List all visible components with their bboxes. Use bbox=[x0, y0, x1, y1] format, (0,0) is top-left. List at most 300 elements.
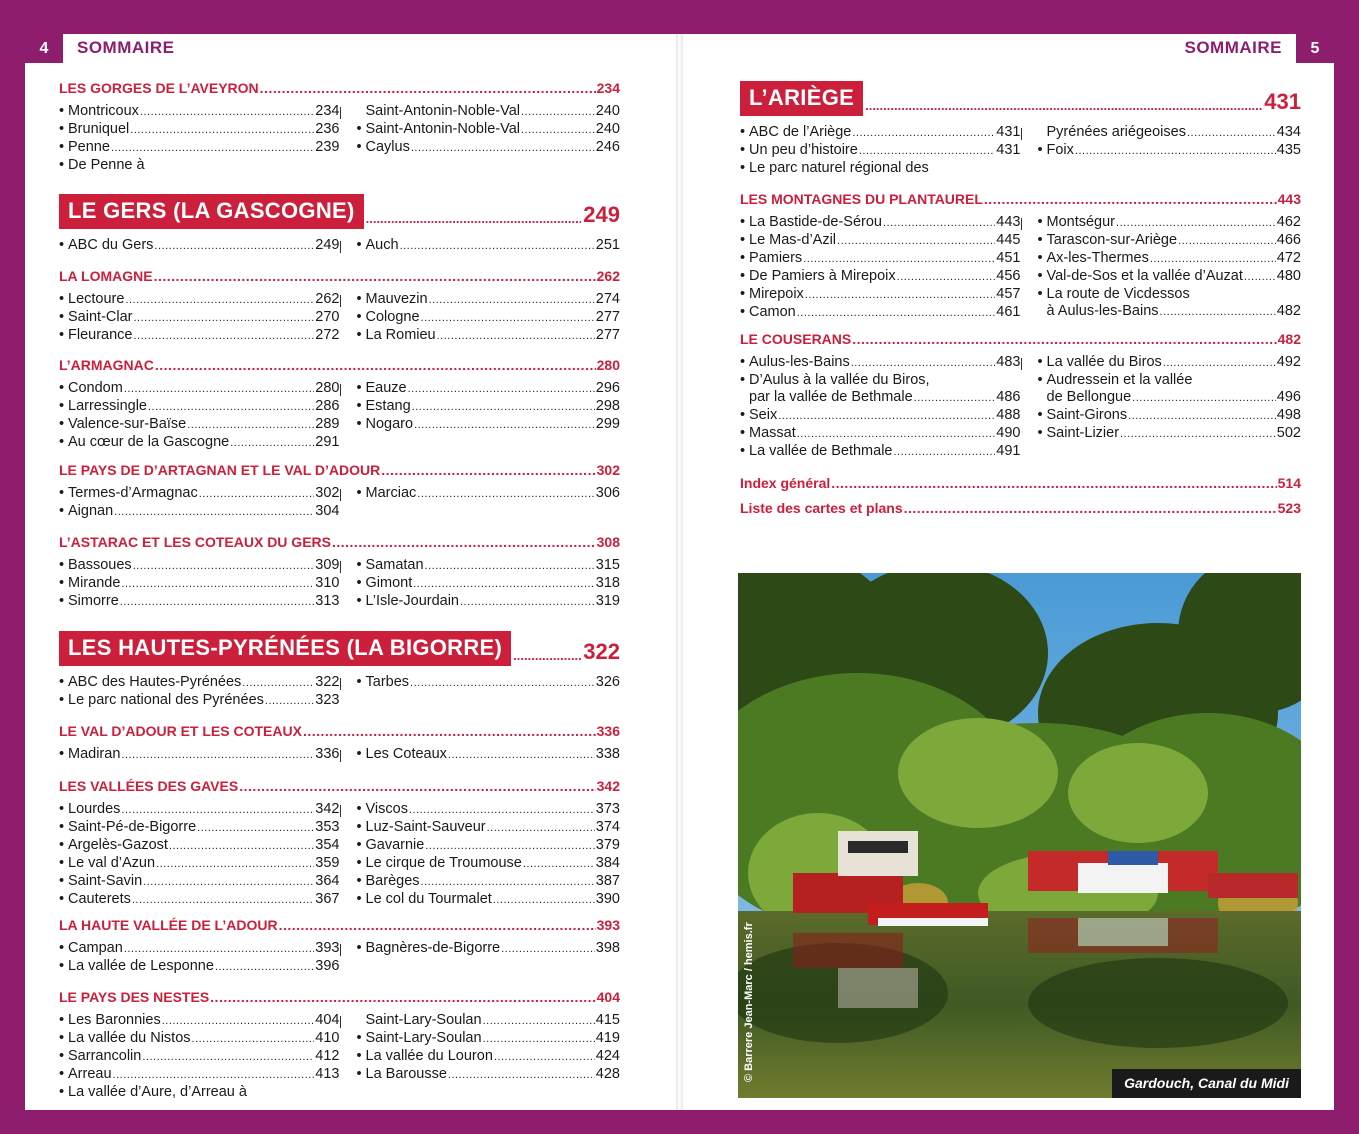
toc-entry[interactable] bbox=[740, 389, 1021, 407]
bullet: • bbox=[1037, 354, 1043, 370]
dot-leader bbox=[1128, 408, 1276, 425]
toc-entry[interactable] bbox=[357, 380, 621, 398]
dot-leader bbox=[303, 723, 596, 740]
toc-entry[interactable] bbox=[59, 692, 340, 710]
entry-page: 398 bbox=[595, 940, 620, 956]
toc-entry[interactable] bbox=[59, 1066, 340, 1084]
entry-label: Valence-sur-Baïse bbox=[68, 416, 187, 432]
toc-entry[interactable] bbox=[357, 485, 621, 503]
dot-leader bbox=[156, 856, 314, 873]
column-separator bbox=[340, 944, 341, 956]
dot-leader bbox=[1187, 125, 1276, 142]
page-ref: 404 bbox=[596, 989, 620, 1005]
toc-entry[interactable] bbox=[740, 214, 1021, 232]
entry-page: 472 bbox=[1276, 250, 1301, 266]
entry-label: Saint-Savin bbox=[68, 873, 143, 889]
section-block bbox=[59, 80, 620, 174]
entry-label: Saint-Antonin-Noble-Val bbox=[365, 121, 520, 137]
entry-page: 353 bbox=[315, 819, 340, 835]
dot-leader bbox=[124, 381, 314, 398]
entry-label: Un peu d’histoire bbox=[749, 142, 858, 158]
dot-leader bbox=[154, 268, 596, 285]
region-heading[interactable] bbox=[740, 81, 1301, 116]
entry-page: 315 bbox=[595, 557, 620, 573]
dot-leader bbox=[521, 104, 595, 121]
toc-entry[interactable] bbox=[357, 674, 621, 692]
entry-column bbox=[340, 291, 621, 345]
entry-label: La Barousse bbox=[365, 1066, 447, 1082]
entry-column bbox=[340, 1012, 621, 1101]
toc-entry[interactable] bbox=[59, 139, 340, 157]
entry-page: 498 bbox=[1276, 407, 1301, 423]
section-title: LE COUSERANS bbox=[740, 331, 852, 347]
dot-leader bbox=[521, 122, 595, 139]
dot-leader bbox=[460, 594, 595, 611]
entry-label: Cologne bbox=[365, 309, 420, 325]
section-heading[interactable] bbox=[59, 80, 620, 97]
toc-entry[interactable] bbox=[59, 873, 340, 891]
entry-label: Les Coteaux bbox=[365, 746, 447, 762]
dot-leader bbox=[260, 80, 596, 97]
entry-page: 428 bbox=[595, 1066, 620, 1082]
bullet: • bbox=[356, 121, 362, 137]
section-heading[interactable] bbox=[59, 723, 620, 740]
entry-page: 359 bbox=[315, 855, 340, 871]
entry-page: 270 bbox=[315, 309, 340, 325]
entry-page: 384 bbox=[595, 855, 620, 871]
dot-leader bbox=[239, 778, 595, 795]
entry-column bbox=[1021, 214, 1302, 322]
toc-entry[interactable] bbox=[357, 398, 621, 416]
toc-entry[interactable] bbox=[357, 139, 621, 157]
toc-entry[interactable] bbox=[740, 268, 1021, 286]
column-separator bbox=[340, 384, 341, 396]
dot-leader bbox=[984, 191, 1277, 208]
toc-entry[interactable] bbox=[59, 103, 340, 121]
toc-entry[interactable] bbox=[59, 855, 340, 873]
bullet: • bbox=[59, 873, 65, 889]
column-separator bbox=[340, 678, 341, 690]
dot-leader bbox=[523, 856, 595, 873]
section-title: Liste des cartes et plans bbox=[740, 500, 903, 516]
region-heading[interactable] bbox=[59, 631, 620, 666]
section-heading[interactable] bbox=[740, 475, 1301, 492]
entry-label: Estang bbox=[365, 398, 411, 414]
entry-page: 482 bbox=[1276, 303, 1301, 319]
entry-page: 393 bbox=[315, 940, 340, 956]
entry-list bbox=[59, 557, 620, 611]
section-heading[interactable] bbox=[59, 917, 620, 934]
toc-entry[interactable] bbox=[357, 121, 621, 139]
entry-label: Luz-Saint-Sauveur bbox=[365, 819, 486, 835]
bullet: • bbox=[1037, 250, 1043, 266]
entry-page: 298 bbox=[595, 398, 620, 414]
page-ref: 262 bbox=[596, 268, 620, 284]
entry-column bbox=[340, 380, 621, 452]
toc-entry[interactable] bbox=[1038, 142, 1302, 160]
bullet: • bbox=[356, 891, 362, 907]
entry-label: Fleurance bbox=[68, 327, 133, 343]
bullet: • bbox=[59, 746, 65, 762]
entry-label: Massat bbox=[749, 425, 796, 441]
toc-entry[interactable] bbox=[1038, 372, 1302, 389]
bullet: • bbox=[356, 940, 362, 956]
toc-entry[interactable] bbox=[357, 1030, 621, 1048]
toc-entry[interactable] bbox=[59, 157, 340, 174]
entry-page: 319 bbox=[595, 593, 620, 609]
entry-page: 480 bbox=[1276, 268, 1301, 284]
toc-entry[interactable] bbox=[59, 940, 340, 958]
dot-leader bbox=[265, 693, 314, 710]
dot-leader bbox=[162, 1013, 315, 1030]
section-block bbox=[59, 462, 620, 521]
dot-leader bbox=[494, 1049, 595, 1066]
region-block bbox=[59, 194, 620, 255]
toc-entry[interactable] bbox=[357, 801, 621, 819]
entry-page: 296 bbox=[595, 380, 620, 396]
bullet: • bbox=[740, 304, 746, 320]
dot-leader bbox=[124, 941, 314, 958]
entry-page: 280 bbox=[315, 380, 340, 396]
dot-leader bbox=[133, 558, 315, 575]
toc-entry[interactable] bbox=[59, 434, 340, 452]
entry-label: La Romieu bbox=[365, 327, 436, 343]
bullet: • bbox=[740, 214, 746, 230]
entry-label: Val-de-Sos et la vallée d’Auzat bbox=[1046, 268, 1243, 284]
toc-entry[interactable] bbox=[357, 746, 621, 764]
entry-label: ABC du Gers bbox=[68, 237, 154, 253]
toc-entry[interactable] bbox=[1038, 425, 1302, 443]
section-title: LE PAYS DE D’ARTAGNAN ET LE VAL D’ADOUR bbox=[59, 462, 381, 478]
toc-entry[interactable] bbox=[1038, 354, 1302, 372]
entry-label: Saint-Lary-Soulan bbox=[365, 1030, 482, 1046]
entry-page: 413 bbox=[315, 1066, 340, 1082]
entry-label: Saint-Lizier bbox=[1046, 425, 1120, 441]
entry-list bbox=[59, 291, 620, 345]
section-block bbox=[740, 500, 1301, 517]
bullet: • bbox=[356, 1030, 362, 1046]
toc-entry[interactable] bbox=[1038, 232, 1302, 250]
section-heading[interactable] bbox=[740, 500, 1301, 517]
entry-page: 240 bbox=[595, 103, 620, 119]
entry-page: 415 bbox=[595, 1012, 620, 1028]
toc-entry[interactable] bbox=[740, 286, 1021, 304]
dot-leader bbox=[192, 1031, 315, 1048]
entry-label: Termes-d’Armagnac bbox=[68, 485, 198, 501]
toc-entry[interactable] bbox=[740, 160, 1021, 177]
entry-page: 410 bbox=[315, 1030, 340, 1046]
toc-entry[interactable] bbox=[357, 819, 621, 837]
dot-leader bbox=[501, 941, 595, 958]
section-heading[interactable] bbox=[740, 331, 1301, 348]
dot-leader bbox=[187, 417, 314, 434]
entry-label: Sarrancolin bbox=[68, 1048, 142, 1064]
entry-page: 240 bbox=[595, 121, 620, 137]
toc-entry[interactable] bbox=[59, 801, 340, 819]
bullet: • bbox=[356, 139, 362, 155]
canal-photo bbox=[738, 573, 1301, 1098]
section-block bbox=[59, 723, 620, 764]
toc-entry[interactable] bbox=[1038, 286, 1302, 303]
entry-label: Tarbes bbox=[365, 674, 410, 690]
toc-entry[interactable] bbox=[740, 250, 1021, 268]
toc-entry[interactable] bbox=[59, 291, 340, 309]
toc-entry[interactable] bbox=[59, 837, 340, 855]
section-heading[interactable] bbox=[59, 357, 620, 374]
toc-entry[interactable] bbox=[59, 416, 340, 434]
section-heading[interactable] bbox=[740, 191, 1301, 208]
toc-entry[interactable] bbox=[1038, 124, 1302, 142]
dot-leader bbox=[797, 305, 996, 322]
entry-label: Auch bbox=[365, 237, 399, 253]
toc-entry[interactable] bbox=[357, 1012, 621, 1030]
page-number: 4 bbox=[25, 34, 63, 63]
page-number: 5 bbox=[1296, 34, 1334, 63]
page-ref: 234 bbox=[596, 80, 620, 96]
page-ref: 482 bbox=[1277, 331, 1301, 347]
entry-label: Samatan bbox=[365, 557, 424, 573]
column-separator bbox=[1021, 218, 1022, 230]
toc-entry[interactable] bbox=[357, 940, 621, 958]
toc-entry[interactable] bbox=[357, 416, 621, 434]
entry-page: 338 bbox=[595, 746, 620, 762]
region-title: LES HAUTES-PYRÉNÉES (LA BIGORRE) bbox=[59, 631, 511, 666]
bullet: • bbox=[59, 1030, 65, 1046]
toc-entry[interactable] bbox=[357, 593, 621, 611]
dot-leader bbox=[381, 462, 595, 479]
entry-page: 431 bbox=[996, 124, 1021, 140]
page-gutter bbox=[676, 34, 683, 1110]
entry-page: 435 bbox=[1276, 142, 1301, 158]
dot-leader bbox=[483, 1031, 595, 1048]
toc-entry[interactable] bbox=[740, 372, 1021, 389]
dot-leader bbox=[125, 292, 314, 309]
toc-entry[interactable] bbox=[1038, 389, 1302, 407]
entry-page: 239 bbox=[315, 139, 340, 155]
toc-entry[interactable] bbox=[740, 425, 1021, 443]
dot-leader bbox=[143, 874, 314, 891]
entry-column bbox=[340, 237, 621, 255]
toc-entry[interactable] bbox=[59, 398, 340, 416]
column-separator bbox=[340, 489, 341, 501]
bullet: • bbox=[59, 855, 65, 871]
toc-entry[interactable] bbox=[59, 746, 340, 764]
dot-leader bbox=[437, 328, 595, 345]
toc-entry[interactable] bbox=[740, 354, 1021, 372]
entry-label: Camon bbox=[749, 304, 796, 320]
bullet: • bbox=[740, 160, 746, 176]
dot-leader bbox=[425, 838, 594, 855]
entry-label: Bruniquel bbox=[68, 121, 130, 137]
dot-leader bbox=[448, 1067, 595, 1084]
toc-entry[interactable] bbox=[1038, 303, 1302, 321]
toc-entry[interactable] bbox=[357, 837, 621, 855]
toc-entry[interactable] bbox=[357, 575, 621, 593]
column-separator bbox=[340, 1016, 341, 1028]
toc-entry[interactable] bbox=[59, 575, 340, 593]
entry-page: 304 bbox=[315, 503, 340, 519]
entry-column bbox=[59, 746, 340, 764]
toc-entry[interactable] bbox=[59, 485, 340, 503]
entry-page: 486 bbox=[996, 389, 1021, 405]
section-title: Index général bbox=[740, 475, 831, 491]
entry-list bbox=[59, 485, 620, 521]
entry-label: Au cœur de la Gascogne bbox=[68, 434, 230, 450]
toc-entry[interactable] bbox=[59, 121, 340, 139]
entry-column bbox=[340, 103, 621, 174]
toc-entry[interactable] bbox=[357, 237, 621, 255]
toc-entry[interactable] bbox=[59, 557, 340, 575]
entry-label: Lectoure bbox=[68, 291, 125, 307]
entry-label: Lourdes bbox=[68, 801, 121, 817]
bullet: • bbox=[59, 139, 65, 155]
entry-page: 323 bbox=[315, 692, 340, 708]
entry-page: 431 bbox=[996, 142, 1021, 158]
entry-list bbox=[59, 380, 620, 452]
bullet: • bbox=[59, 485, 65, 501]
section-heading[interactable] bbox=[59, 268, 620, 285]
section-title: L’ARMAGNAC bbox=[59, 357, 154, 373]
toc-entry[interactable] bbox=[59, 1030, 340, 1048]
toc-entry[interactable] bbox=[740, 304, 1021, 322]
dot-leader bbox=[215, 959, 314, 976]
dot-leader bbox=[1178, 233, 1276, 250]
toc-entry[interactable] bbox=[357, 309, 621, 327]
toc-entry[interactable] bbox=[1038, 214, 1302, 232]
entry-label: Eauze bbox=[365, 380, 407, 396]
toc-entry[interactable] bbox=[1038, 407, 1302, 425]
bullet: • bbox=[59, 309, 65, 325]
bullet: • bbox=[59, 434, 65, 450]
toc-entry[interactable] bbox=[59, 593, 340, 611]
toc-entry[interactable] bbox=[59, 819, 340, 837]
entry-label: Tarascon-sur-Ariège bbox=[1046, 232, 1178, 248]
entry-page: 379 bbox=[595, 837, 620, 853]
toc-entry[interactable] bbox=[740, 407, 1021, 425]
entry-label: Gavarnie bbox=[365, 837, 425, 853]
toc-entry[interactable] bbox=[59, 1048, 340, 1066]
region-heading[interactable] bbox=[59, 194, 620, 229]
section-heading[interactable] bbox=[59, 989, 620, 1006]
entry-label: Aignan bbox=[68, 503, 114, 519]
toc-entry[interactable] bbox=[59, 309, 340, 327]
entry-label: Penne bbox=[68, 139, 110, 155]
toc-entry[interactable] bbox=[59, 1084, 340, 1101]
bullet: • bbox=[356, 1066, 362, 1082]
entry-list bbox=[59, 746, 620, 764]
section-heading[interactable] bbox=[59, 462, 620, 479]
section-heading[interactable] bbox=[59, 778, 620, 795]
dot-leader bbox=[414, 417, 595, 434]
toc-entry[interactable] bbox=[59, 380, 340, 398]
entry-column bbox=[59, 380, 340, 452]
page-ref: 342 bbox=[596, 778, 620, 794]
bullet: • bbox=[59, 237, 65, 253]
entry-column bbox=[340, 557, 621, 611]
entry-label: Pyrénées ariégeoises bbox=[1046, 124, 1186, 140]
header-title: SOMMAIRE bbox=[77, 38, 175, 57]
toc-entry[interactable] bbox=[59, 958, 340, 976]
toc-entry[interactable] bbox=[740, 142, 1021, 160]
dot-leader bbox=[230, 435, 314, 452]
entry-label: Audressein et la vallée bbox=[1046, 372, 1193, 388]
section-block bbox=[59, 778, 620, 909]
bullet: • bbox=[59, 819, 65, 835]
dot-leader bbox=[1120, 426, 1276, 443]
entry-page: 354 bbox=[315, 837, 340, 853]
toc-entry[interactable] bbox=[357, 327, 621, 345]
bullet: • bbox=[356, 327, 362, 343]
bullet: • bbox=[356, 593, 362, 609]
toc-entry[interactable] bbox=[357, 891, 621, 909]
toc-entry[interactable] bbox=[357, 557, 621, 575]
bullet: • bbox=[356, 674, 362, 690]
toc-entry[interactable] bbox=[59, 1012, 340, 1030]
entry-column bbox=[1021, 354, 1302, 461]
bullet: • bbox=[356, 416, 362, 432]
entry-label: La Bastide-de-Sérou bbox=[749, 214, 882, 230]
bullet: • bbox=[740, 286, 746, 302]
toc-entry[interactable] bbox=[740, 232, 1021, 250]
entry-page: 318 bbox=[595, 575, 620, 591]
dot-leader bbox=[448, 747, 595, 764]
toc-entry[interactable] bbox=[740, 124, 1021, 142]
toc-entry[interactable] bbox=[740, 443, 1021, 461]
entry-page: 306 bbox=[595, 485, 620, 501]
toc-entry[interactable] bbox=[357, 291, 621, 309]
dot-leader bbox=[852, 125, 995, 142]
dot-leader bbox=[852, 331, 1276, 348]
toc-entry[interactable] bbox=[59, 503, 340, 521]
bullet: • bbox=[1037, 425, 1043, 441]
bullet: • bbox=[59, 121, 65, 137]
bullet: • bbox=[740, 268, 746, 284]
toc-entry[interactable] bbox=[59, 237, 340, 255]
bullet: • bbox=[59, 1084, 65, 1100]
entry-page: 502 bbox=[1276, 425, 1301, 441]
entry-label: Le parc naturel régional des bbox=[749, 160, 929, 176]
bullet: • bbox=[740, 250, 746, 266]
dot-leader bbox=[1163, 355, 1276, 372]
dot-leader bbox=[133, 310, 314, 327]
column-separator bbox=[340, 750, 341, 762]
toc-entry[interactable] bbox=[357, 103, 621, 121]
bullet: • bbox=[356, 746, 362, 762]
bullet: • bbox=[59, 103, 65, 119]
toc-entry[interactable] bbox=[357, 1066, 621, 1084]
dot-leader bbox=[410, 675, 595, 692]
page-ref: 308 bbox=[596, 534, 620, 550]
section-heading[interactable] bbox=[59, 534, 620, 551]
entry-label: Arreau bbox=[68, 1066, 112, 1082]
toc-entry[interactable] bbox=[59, 674, 340, 692]
toc-entry[interactable] bbox=[1038, 250, 1302, 268]
dot-leader bbox=[897, 269, 996, 286]
entry-label: Montricoux bbox=[68, 103, 139, 119]
dot-leader bbox=[121, 576, 314, 593]
entry-column bbox=[740, 214, 1021, 322]
toc-entry[interactable] bbox=[357, 855, 621, 873]
page-ref: 443 bbox=[1277, 191, 1301, 207]
bullet: • bbox=[740, 425, 746, 441]
dot-leader bbox=[883, 215, 995, 232]
toc-entry[interactable] bbox=[357, 873, 621, 891]
toc-entry[interactable] bbox=[59, 891, 340, 909]
toc-entry[interactable] bbox=[59, 327, 340, 345]
toc-entry[interactable] bbox=[1038, 268, 1302, 286]
toc-entry[interactable] bbox=[357, 1048, 621, 1066]
dot-leader bbox=[242, 675, 314, 692]
